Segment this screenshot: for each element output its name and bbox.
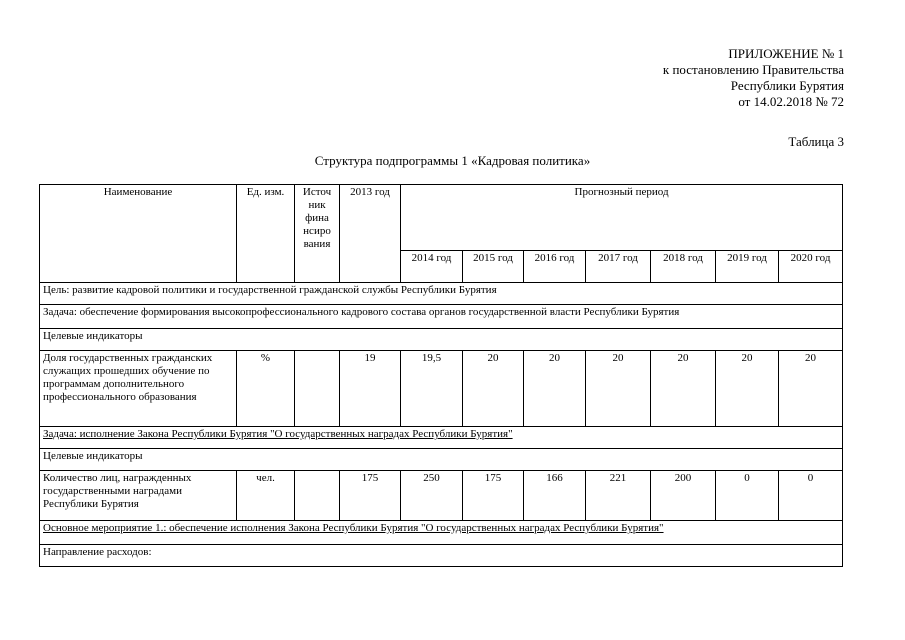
appendix-line-1: ПРИЛОЖЕНИЕ № 1 (728, 46, 844, 61)
col-header-source: Источ ник фина нсиро вания (295, 185, 340, 283)
indicator-1-2014: 19,5 (401, 351, 463, 427)
indicator-2-2014: 250 (401, 471, 463, 521)
col-header-unit: Ед. изм. (237, 185, 295, 283)
indicators-1-text: Целевые индикаторы (40, 329, 843, 351)
table-number: Таблица 3 (788, 134, 844, 149)
appendix-line-3: Республики Бурятия (730, 78, 844, 93)
col-header-2018: 2018 год (651, 251, 716, 283)
col-header-2020: 2020 год (779, 251, 843, 283)
task-row-1 (40, 305, 843, 329)
col-header-2015: 2015 год (463, 251, 524, 283)
document-title: Структура подпрограммы 1 «Кадровая политика» (314, 153, 591, 168)
expenses-text: Направление расходов: (40, 545, 843, 567)
col-header-2017: 2017 год (586, 251, 651, 283)
indicators-2-text: Целевые индикаторы (40, 449, 843, 471)
indicator-2-2017: 221 (586, 471, 651, 521)
indicator-1-2019: 20 (716, 351, 779, 427)
appendix-line-4: от 14.02.2018 № 72 (738, 94, 844, 109)
indicator-1-2020: 20 (779, 351, 843, 427)
goal-row (40, 283, 843, 305)
indicator-2-name: Количество лиц, награжденных государственными наградами Республики Бурятия (40, 471, 237, 521)
indicator-1-source (295, 351, 340, 427)
indicator-2-2015: 175 (463, 471, 524, 521)
header-row (40, 185, 843, 251)
indicator-1-2013: 19 (340, 351, 401, 427)
indicator-2-unit: чел. (237, 471, 295, 521)
expenses-row (40, 545, 843, 567)
activity-1-text: Основное мероприятие 1.: обеспечение исполнения Закона Республики Бурятия "О государственных наградах Республики Бурятия" (40, 521, 843, 545)
indicator-2-source (295, 471, 340, 521)
indicator-2-2018: 200 (651, 471, 716, 521)
indicator-1-2017: 20 (586, 351, 651, 427)
indicator-2-2016: 166 (524, 471, 586, 521)
activity-row-1 (40, 521, 843, 545)
col-header-2016: 2016 год (524, 251, 586, 283)
indicator-2-2019: 0 (716, 471, 779, 521)
subprogram-structure-table (39, 184, 843, 567)
indicators-row-1 (40, 329, 843, 351)
goal-text: Цель: развитие кадровой политики и государственной гражданской службы Республики Бурятия (40, 283, 843, 305)
indicators-row-2 (40, 449, 843, 471)
col-header-2014: 2014 год (401, 251, 463, 283)
indicator-1-2018: 20 (651, 351, 716, 427)
col-header-forecast: Прогнозный период (401, 185, 843, 251)
task-row-2 (40, 427, 843, 449)
indicator-1-unit: % (237, 351, 295, 427)
indicator-1-2015: 20 (463, 351, 524, 427)
indicator-1-2016: 20 (524, 351, 586, 427)
col-header-name: Наименование (40, 185, 237, 283)
appendix-header (663, 46, 844, 110)
indicator-2-2013: 175 (340, 471, 401, 521)
task-2-text: Задача: исполнение Закона Республики Бурятия "О государственных наградах Республики Бурятия" (40, 427, 843, 449)
appendix-line-2: к постановлению Правительства (662, 62, 844, 77)
indicator-row-1 (40, 351, 843, 427)
col-header-2019: 2019 год (716, 251, 779, 283)
indicator-2-2020: 0 (779, 471, 843, 521)
col-header-2013: 2013 год (340, 185, 401, 283)
indicator-row-2 (40, 471, 843, 521)
task-1-text: Задача: обеспечение формирования высокопрофессионального кадрового состава органов государственной власти Республики Бурятия (40, 305, 843, 329)
indicator-1-name: Доля государственных гражданских служащих прошедших обучение по программам дополнительного профессионального образования (40, 351, 237, 427)
